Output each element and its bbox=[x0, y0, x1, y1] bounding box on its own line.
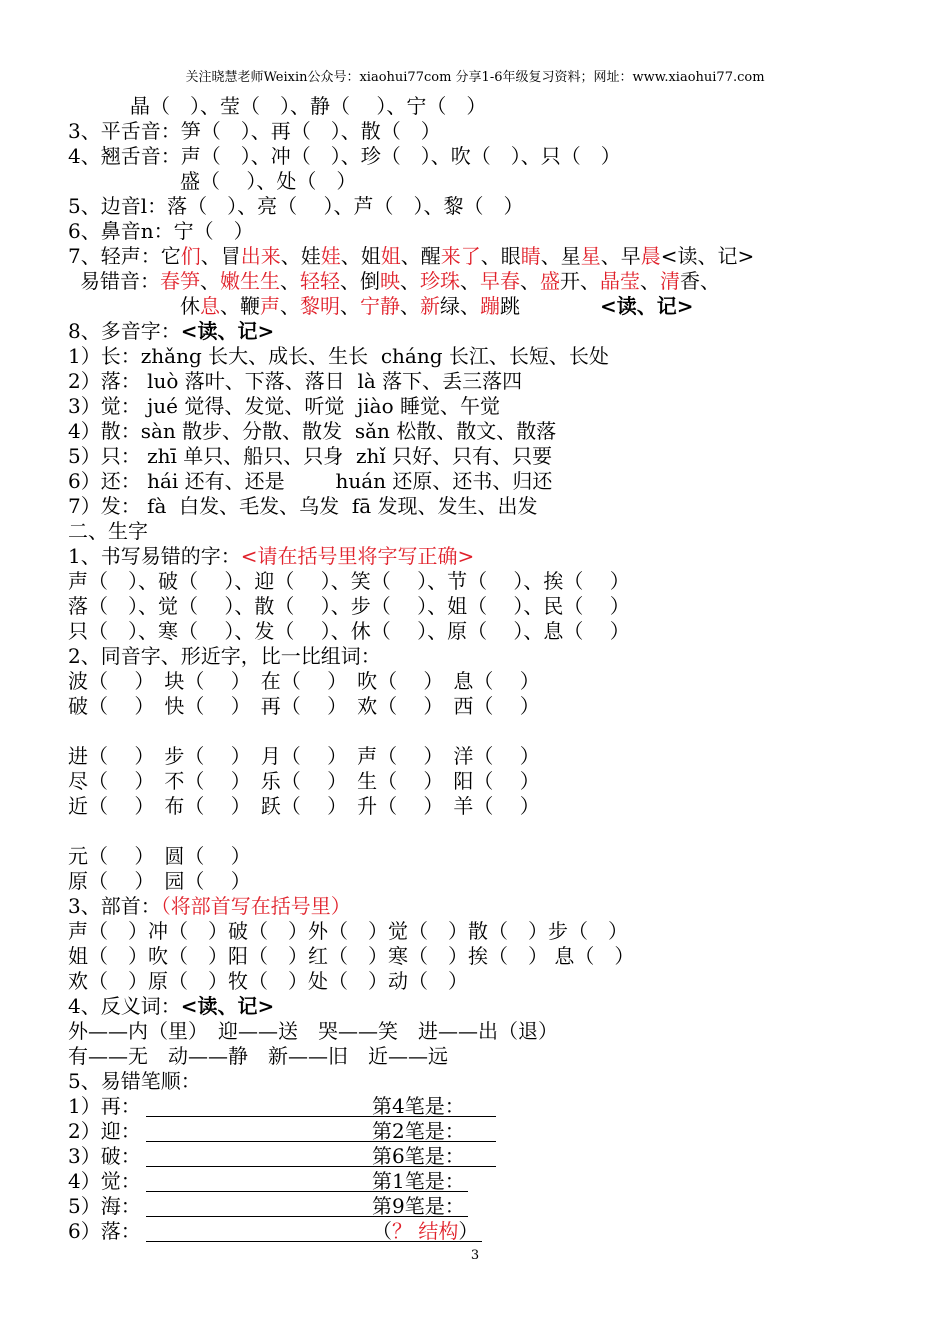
radical-row: 声（ ）冲（ ）破（ ）外（ ）觉（ ）散（ ）步（ ） bbox=[68, 919, 628, 943]
radical-row: 欢（ ）原（ ）牧（ ）处（ ）动（ ） bbox=[68, 969, 468, 993]
polyphone-item: 3）觉： jué 觉得、发觉、听觉 jiào 睡觉、午觉 bbox=[68, 394, 500, 418]
stroke-label: 2）迎： bbox=[68, 1119, 141, 1143]
light-tone-line: 7、轻声：它们、冒出来、娃娃、姐姐、醒来了、眼睛、星星、早晨<读、记> bbox=[68, 244, 755, 268]
radical-row: 姐（ ）吹（ ）阳（ ）红（ ）寒（ ）挨（ ） 息（ ） bbox=[68, 944, 635, 968]
stroke-title: 5、易错笔顺： bbox=[68, 1069, 201, 1093]
text-line: 6、鼻音n：宁（ ） bbox=[68, 219, 254, 243]
write-row: 声（ ）、破（ ）、迎（ ）、笑（ ）、节（ ）、挨（ ） bbox=[68, 569, 630, 593]
polyphone-item: 5）只： zhī 单只、船只、只身 zhǐ 只好、只有、只要 bbox=[68, 444, 553, 468]
text-line: 5、边音l：落（ ）、亮（ ）、芦（ ）、黎（ ） bbox=[68, 194, 524, 218]
stroke-label: 6）落： bbox=[68, 1219, 141, 1243]
polyphone-item: 1）长：zhǎng 长大、成长、生长 cháng 长江、长短、长处 bbox=[68, 344, 609, 368]
stroke-label: 1）再： bbox=[68, 1094, 141, 1118]
stroke-label: 4）觉： bbox=[68, 1169, 141, 1193]
write-row: 落（ ）、觉（ ）、散（ ）、步（ ）、姐（ ）、民（ ） bbox=[68, 594, 630, 618]
radical-title: 3、部首：（将部首写在括号里） bbox=[68, 894, 351, 918]
stroke-note: 第4笔是： bbox=[372, 1094, 465, 1118]
text-line: 3、平舌音：笋（ ）、再（ ）、散（ ） bbox=[68, 119, 441, 143]
similar-row: 进（ ） 步（ ） 月（ ） 声（ ） 洋（ ） bbox=[68, 744, 540, 768]
stroke-label: 3）破： bbox=[68, 1144, 141, 1168]
stroke-note: 第2笔是： bbox=[372, 1119, 465, 1143]
write-row: 只（ ）、寒（ ）、发（ ）、休（ ）、原（ ）、息（ ） bbox=[68, 619, 630, 643]
polyphone-item: 2）落： luò 落叶、下落、落日 là 落下、丢三落四 bbox=[68, 369, 523, 393]
read-remember-tag: <读、记> bbox=[600, 294, 694, 318]
antonym-row: 有——无 动——静 新——旧 近——远 bbox=[68, 1044, 448, 1068]
polyphone-item: 4）散：sàn 散步、分散、散发 sǎn 松散、散文、散落 bbox=[68, 419, 557, 443]
text-line: 盛（ ）、处（ ） bbox=[180, 169, 357, 193]
text-line: 晶（ ）、莹（ ）、静（ ）、宁（ ） bbox=[130, 94, 487, 118]
similar-row: 破（ ） 快（ ） 再（ ） 欢（ ） 西（ ） bbox=[68, 694, 540, 718]
section-heading: 二、生字 bbox=[68, 519, 148, 543]
similar-row: 尽（ ） 不（ ） 乐（ ） 生（ ） 阳（ ） bbox=[68, 769, 540, 793]
easy-error-line: 易错音：春笋、嫩生生、轻轻、倒映、珍珠、早春、盛开、晶莹、清香、 bbox=[80, 269, 720, 293]
easy-error-line-2: 休息、鞭声、黎明、宁静、新绿、蹦跳 bbox=[180, 294, 520, 318]
stroke-note: 第1笔是： bbox=[372, 1169, 465, 1193]
page-header: 关注晓慧老师Weixin公众号：xiaohui77com 分享1-6年级复习资料；网址：www.xiaohui77.com bbox=[185, 70, 765, 85]
similar-row: 波（ ） 块（ ） 在（ ） 吹（ ） 息（ ） bbox=[68, 669, 540, 693]
stroke-label: 5）海： bbox=[68, 1194, 141, 1218]
similar-row: 近（ ） 布（ ） 跃（ ） 升（ ） 羊（ ） bbox=[68, 794, 540, 818]
similar-row: 原（ ） 园（ ） bbox=[68, 869, 251, 893]
polyphone-item: 7）发： fà 白发、毛发、乌发 fā 发现、发生、出发 bbox=[68, 494, 538, 518]
polyphone-item: 6）还： hái 还有、还是 huán 还原、还书、归还 bbox=[68, 469, 553, 493]
similar-title: 2、同音字、形近字，比一比组词： bbox=[68, 644, 381, 668]
stroke-note: 第6笔是： bbox=[372, 1144, 465, 1168]
antonym-row: 外——内（里） 迎——送 哭——笑 进——出（退） bbox=[68, 1019, 558, 1043]
stroke-note: 第9笔是： bbox=[372, 1194, 465, 1218]
write-title: 1、书写易错的字：<请在括号里将字写正确> bbox=[68, 544, 475, 568]
text-line: 4、翘舌音：声（ ）、冲（ ）、珍（ ）、吹（ ）、只（ ） bbox=[68, 144, 621, 168]
stroke-note: （？ 结构） bbox=[372, 1219, 479, 1243]
antonym-title: 4、反义词：<读、记> bbox=[68, 994, 275, 1018]
polyphone-title: 8、多音字：<读、记> bbox=[68, 319, 275, 343]
page-number: 3 bbox=[470, 1248, 480, 1263]
similar-row: 元（ ） 圆（ ） bbox=[68, 844, 251, 868]
